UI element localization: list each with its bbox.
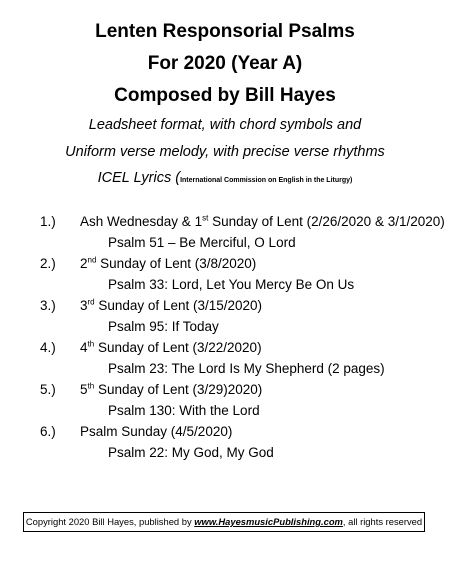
list-item-psalm (0, 274, 450, 295)
list-item-psalm (0, 232, 450, 253)
list-item (0, 421, 450, 442)
list-item (0, 295, 450, 316)
list-item-psalm (0, 316, 450, 337)
item-occasion: Psalm Sunday (4/5/2020) (80, 424, 233, 439)
icel-lyrics-line (0, 166, 450, 190)
item-occasion: Ash Wednesday & 1st Sunday of Lent (2/26/2020 & 3/1/2020) (80, 213, 445, 229)
copyright-footer (23, 512, 425, 532)
item-psalm: Psalm 130: With the Lord (108, 403, 260, 418)
item-occasion: 3rd Sunday of Lent (3/15/2020) (80, 297, 263, 313)
list-item-psalm (0, 442, 450, 463)
list-item (0, 211, 450, 232)
item-psalm: Psalm 95: If Today (108, 319, 219, 334)
list-item-psalm (0, 358, 450, 379)
copyright-suffix: , all rights reserved (342, 516, 423, 527)
item-number: 6.) (40, 424, 56, 439)
item-number: 1.) (40, 214, 56, 229)
title-line-3: Composed by Bill Hayes (114, 85, 336, 106)
subtitle-line-2: Uniform verse melody, with precise verse rhythms (65, 144, 385, 160)
item-psalm: Psalm 23: The Lord Is My Shepherd (2 pages) (108, 361, 385, 376)
copyright-prefix: Copyright 2020 Bill Hayes, published by (25, 516, 195, 527)
publisher-link[interactable]: www.HayesmusicPublishing.com (194, 516, 343, 527)
subtitle-line-1: Leadsheet format, with chord symbols and (88, 117, 362, 133)
item-occasion: 4th Sunday of Lent (3/22/2020) (80, 339, 262, 355)
item-occasion: 5th Sunday of Lent (3/29)2020) (80, 381, 263, 397)
item-number: 2.) (40, 256, 56, 271)
item-psalm: Psalm 22: My God, My God (108, 445, 274, 460)
item-number: 5.) (40, 382, 56, 397)
list-item (0, 253, 450, 274)
icel-full-name: International Commission on English in the Liturgy) (180, 177, 353, 184)
list-item (0, 379, 450, 400)
list-item-psalm (0, 400, 450, 421)
icel-prefix: ICEL Lyrics ( (97, 170, 181, 186)
title-line-1: Lenten Responsorial Psalms (95, 21, 355, 42)
item-psalm: Psalm 33: Lord, Let You Mercy Be On Us (108, 277, 355, 292)
item-psalm: Psalm 51 – Be Merciful, O Lord (108, 235, 296, 250)
item-number: 3.) (40, 298, 56, 313)
list-item (0, 337, 450, 358)
title-line-2: For 2020 (Year A) (147, 53, 303, 74)
item-occasion: 2nd Sunday of Lent (3/8/2020) (80, 255, 257, 271)
item-number: 4.) (40, 340, 56, 355)
